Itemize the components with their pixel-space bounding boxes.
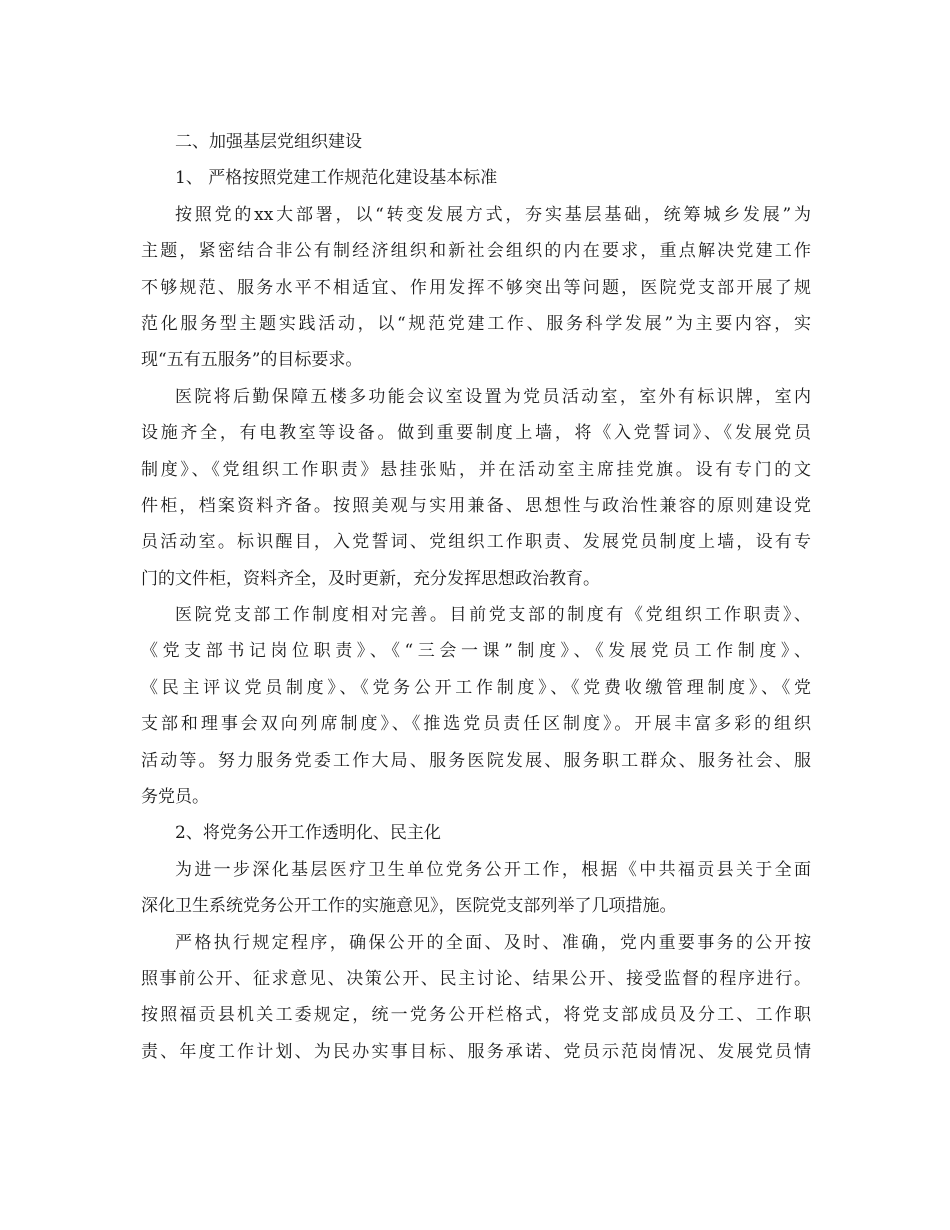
text-line: 深化卫生系统党务公开工作的实施意见》，医院党支部列举了几项措施。 — [141, 896, 677, 917]
text-line: 为进一步深化基层医疗卫生单位党务公开工作，根据《中共福贡县关于全面 — [175, 859, 811, 880]
text-line: 按照福贡县机关工委规定，统一党务公开栏格式，将党支部成员及分工、工作职 — [141, 1005, 811, 1026]
text-line: 医院党支部工作制度相对完善。目前党支部的制度有《党组织工作职责》、 — [175, 605, 811, 626]
text-line: 制度》、《党组织工作职责》悬挂张贴，并在活动室主席挂党旗。设有专门的文 — [141, 459, 811, 480]
text-line: 现“五有五服务”的目标要求。 — [141, 350, 363, 371]
text-line: 件柜，档案资料齐备。按照美观与实用兼备、思想性与政治性兼容的原则建设党 — [141, 495, 811, 516]
text-line: 设施齐全，有电教室等设备。做到重要制度上墙，将《入党誓词》、《发展党员 — [141, 423, 811, 444]
text-line: 1、 严格按照党建工作规范化建设基本标准 — [175, 168, 498, 189]
text-line: 门的文件柜，资料齐全，及时更新，充分发挥思想政治教育。 — [141, 568, 600, 589]
text-line: 务党员。 — [141, 787, 209, 808]
text-line: 活动等。努力服务党委工作大局、服务医院发展、服务职工群众、服务社会、服 — [141, 750, 811, 771]
text-line: 严格执行规定程序，确保公开的全面、及时、准确，党内重要事务的公开按 — [175, 932, 811, 953]
text-line: 按照党的xx大部署，以“转变发展方式，夯实基层基础，统筹城乡发展”为 — [175, 204, 811, 225]
text-line: 支部和理事会双向列席制度》、《推选党员责任区制度》。开展丰富多彩的组织 — [141, 714, 811, 735]
text-line: 范化服务型主题实践活动，以“规范党建工作、服务科学发展”为主要内容，实 — [141, 313, 811, 334]
text-line: 不够规范、服务水平不相适宜、作用发挥不够突出等问题，医院党支部开展了规 — [141, 277, 811, 298]
document-body — [141, 124, 811, 1070]
text-line: 医院将后勤保障五楼多功能会议室设置为党员活动室，室外有标识牌，室内 — [175, 386, 811, 407]
text-line: 2、将党务公开工作透明化、民主化 — [175, 823, 441, 844]
text-line: 《民主评议党员制度》、《党务公开工作制度》、《党费收缴管理制度》、《党 — [141, 677, 811, 698]
text-line: 主题，紧密结合非公有制经济组织和新社会组织的内在要求，重点解决党建工作 — [141, 241, 811, 262]
text-line: 二、加强基层党组织建设 — [175, 132, 362, 152]
text-line: 责、年度工作计划、为民办实事目标、服务承诺、党员示范岗情况、发展党员情 — [141, 1041, 811, 1062]
text-line: 员活动室。标识醒目，入党誓词、党组织工作职责、发展党员制度上墙，设有专 — [141, 532, 811, 553]
text-line: 《党支部书记岗位职责》、《“三会一课”制度》、《发展党员工作制度》、 — [141, 641, 811, 662]
text-line: 照事前公开、征求意见、决策公开、民主讨论、结果公开、接受监督的程序进行。 — [141, 968, 811, 989]
